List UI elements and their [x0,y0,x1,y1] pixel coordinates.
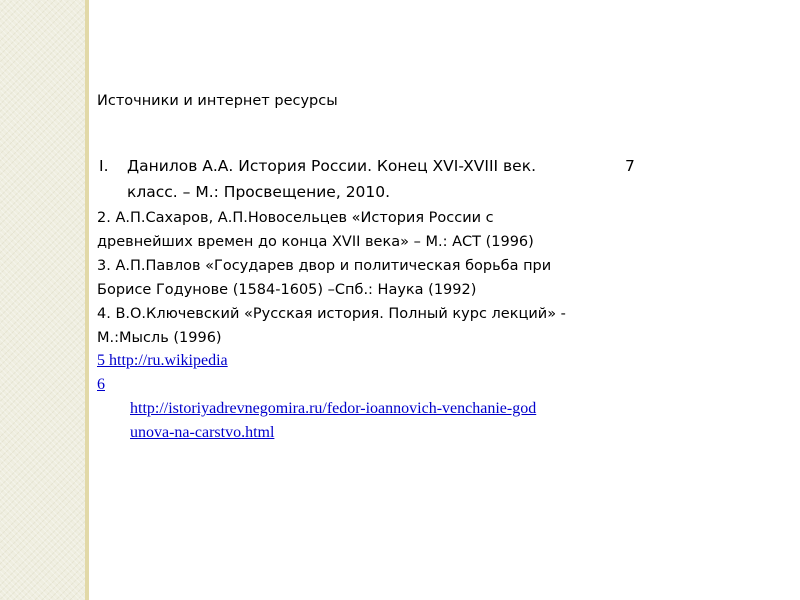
source-6-link-line-1[interactable]: http://istoriyadrevnegomira.ru/fedor-ioannovich-venchanie-god [130,400,537,417]
source-4-line-1: 4. В.О.Ключевский «Русская история. Полный курс лекций» - [97,306,566,322]
source-6-link-line-2[interactable]: unova-na-carstvo.html [130,424,275,441]
source-3-line-1: 3. А.П.Павлов «Государев двор и политическая борьба при [97,258,552,274]
source-2-line-2: древнейших времен до конца XVII века» – М.: АСТ (1996) [97,234,534,250]
side-band-edge [85,0,89,600]
decorative-side-band [0,0,85,600]
source-1-line-1: Данилов А.А. История России. Конец XVI-XVIII век. [127,157,536,175]
source-4-line-2: М.:Мысль (1996) [97,330,222,346]
source-5-link[interactable]: 5 http://ru.wikipedia [97,352,228,369]
source-2-line-1: 2. А.П.Сахаров, А.П.Новосельцев «История России с [97,210,494,226]
source-1-line-2: класс. – М.: Просвещение, 2010. [127,183,391,201]
source-3-line-2: Борисе Годунове (1584-1605) –Спб.: Наука (1992) [97,282,477,298]
slide-heading: Источники и интернет ресурсы [97,93,338,109]
source-6-number[interactable]: 6 [97,376,105,393]
source-1-number: I. [99,157,109,175]
source-1-line-1-tail: 7 [625,157,635,175]
